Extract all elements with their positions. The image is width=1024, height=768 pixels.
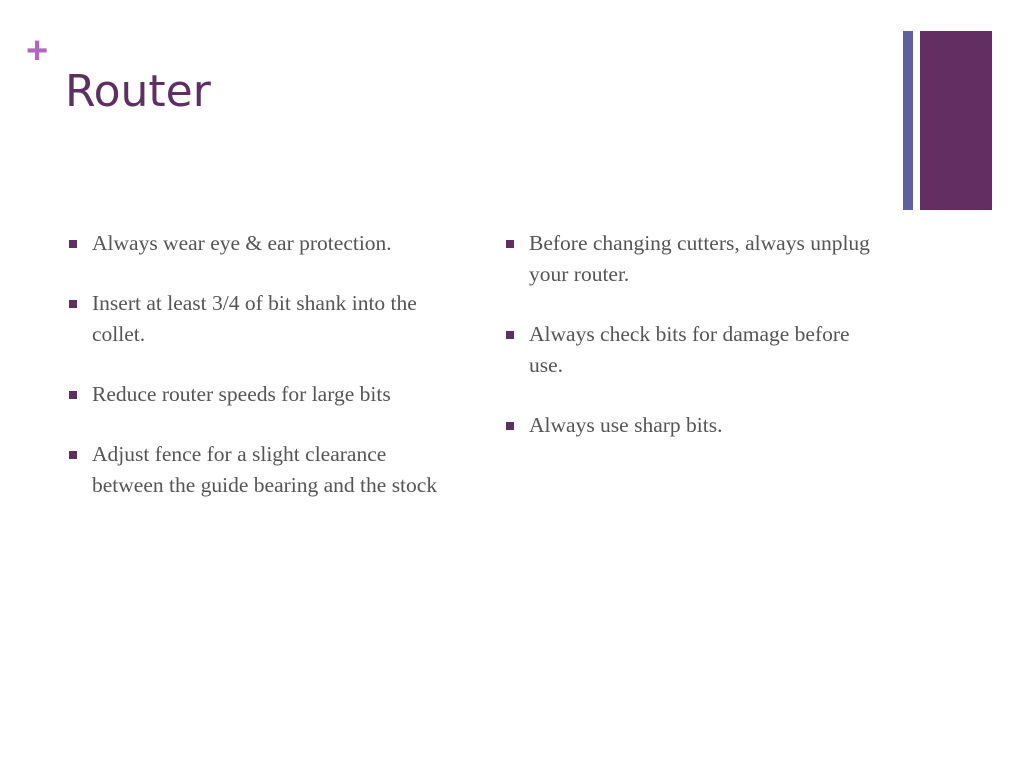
bullet-item — [503, 228, 883, 290]
square-bullet-icon — [69, 300, 77, 308]
square-bullet-icon — [69, 240, 77, 248]
square-bullet-icon — [506, 240, 514, 248]
right-bullet-list — [503, 228, 883, 470]
bullet-item — [66, 288, 456, 350]
bullet-item — [503, 410, 883, 441]
slide-title: Router — [65, 66, 211, 117]
square-bullet-icon — [69, 391, 77, 399]
bullet-text: Adjust fence for a slight clearance between the guide bearing and the stock — [92, 442, 438, 497]
accent-bar-thin — [903, 31, 913, 210]
bullet-text: Always check bits for damage before use. — [529, 322, 850, 377]
square-bullet-icon — [506, 422, 514, 430]
bullet-item — [66, 439, 456, 501]
left-bullet-list — [66, 228, 456, 530]
plus-icon: + — [26, 30, 49, 72]
bullet-text: Always wear eye & ear protection. — [92, 231, 392, 255]
square-bullet-icon — [506, 331, 514, 339]
bullet-item — [66, 228, 456, 259]
bullet-item — [503, 319, 883, 381]
bullet-text: Reduce router speeds for large bits — [92, 382, 391, 406]
square-bullet-icon — [69, 451, 77, 459]
bullet-text: Always use sharp bits. — [529, 413, 723, 437]
accent-bar-thick — [920, 31, 992, 210]
bullet-text: Insert at least 3/4 of bit shank into the collet. — [92, 291, 417, 346]
bullet-text: Before changing cutters, always unplug your router. — [529, 231, 870, 286]
bullet-item — [66, 379, 456, 410]
